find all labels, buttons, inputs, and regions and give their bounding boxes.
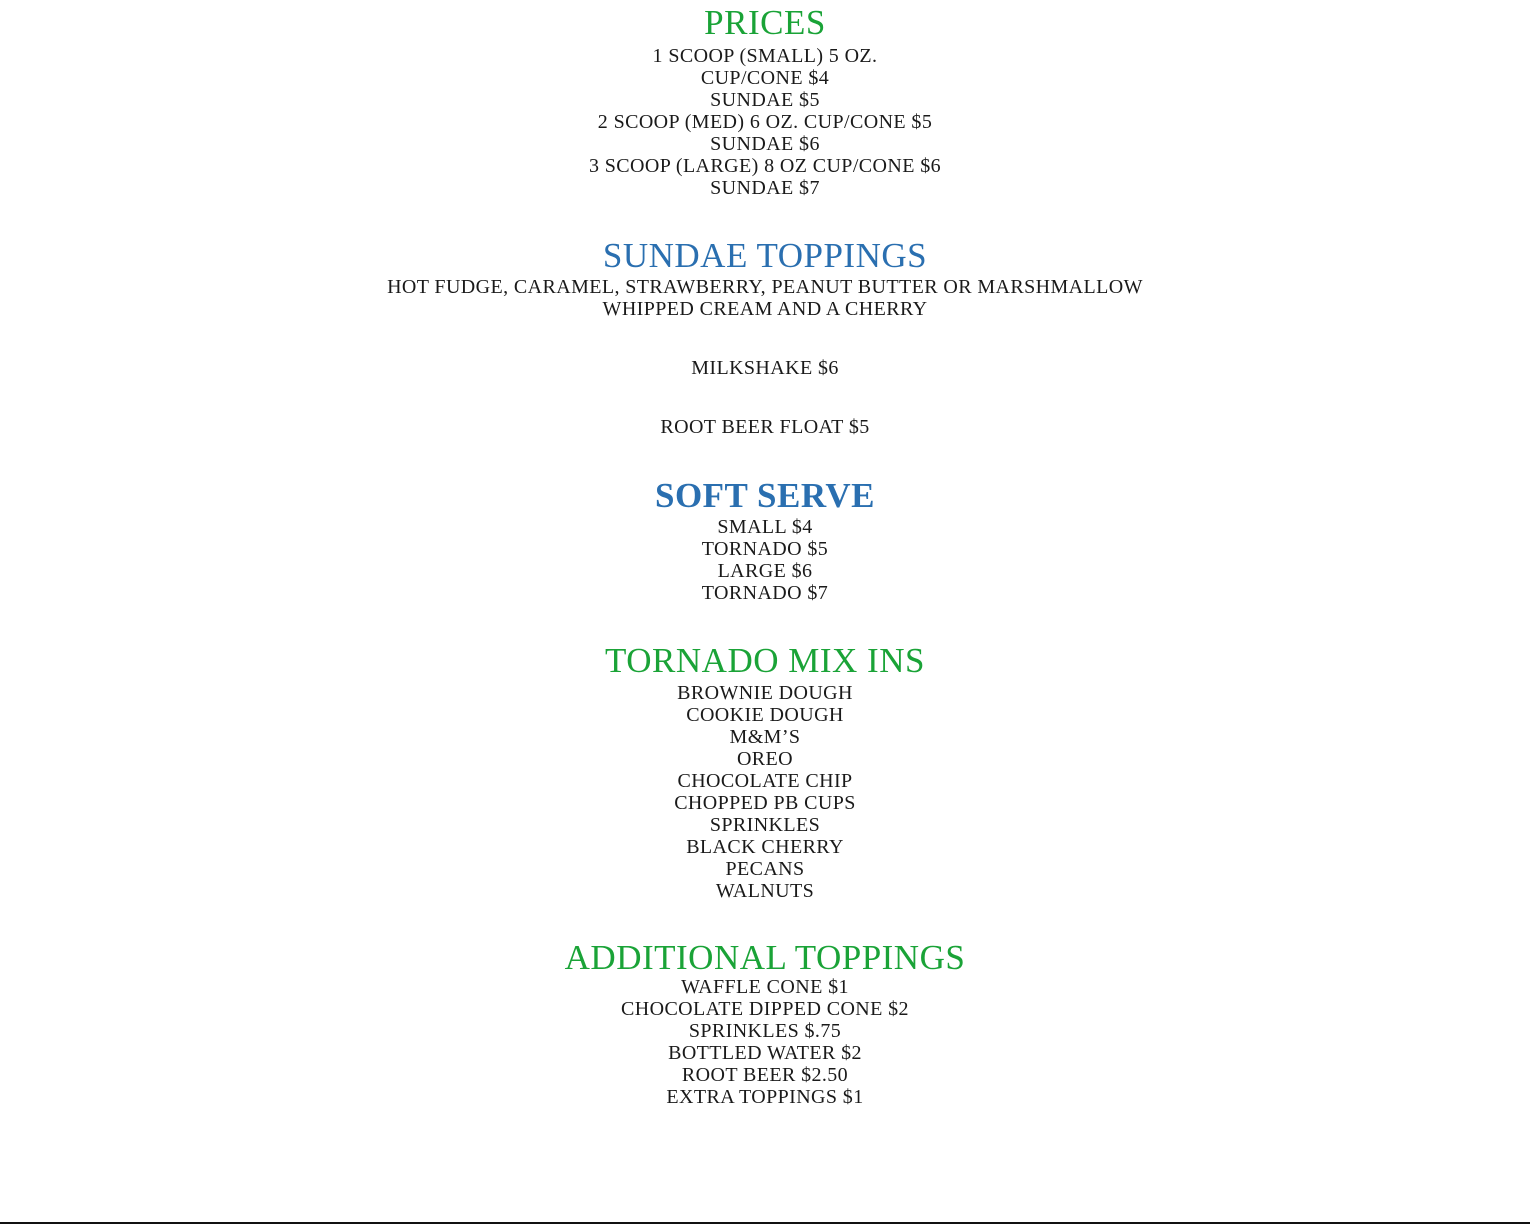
soft-serve-line: LARGE $6 [717, 560, 813, 582]
prices-line: CUP/CONE $4 [700, 67, 830, 89]
additional-topping-item: SPRINKLES $.75 [688, 1020, 842, 1042]
mix-in-item: SPRINKLES [709, 814, 821, 836]
sundae-toppings-section [0, 236, 1530, 320]
mix-in-item: COOKIE DOUGH [686, 704, 844, 726]
mix-in-item: OREO [736, 748, 794, 770]
additional-topping-item: EXTRA TOPPINGS $1 [666, 1086, 864, 1108]
root-beer-float-price: ROOT BEER FLOAT $5 [660, 416, 870, 438]
root-beer-float-section [0, 416, 1530, 438]
mix-in-item: WALNUTS [715, 880, 815, 902]
additional-toppings-list [0, 976, 1530, 1108]
prices-line: SUNDAE $7 [710, 177, 820, 199]
mix-in-item: M&M’S [729, 726, 801, 748]
milkshake-section [0, 357, 1530, 379]
tornado-mix-ins-list [0, 682, 1530, 902]
sundae-toppings-line: WHIPPED CREAM AND A CHERRY [602, 298, 928, 320]
tornado-mix-ins-section [0, 640, 1530, 902]
mix-in-item: BROWNIE DOUGH [677, 682, 853, 704]
mix-in-item: BLACK CHERRY [686, 836, 844, 858]
additional-toppings-section [0, 937, 1530, 1108]
prices-list [0, 45, 1530, 199]
prices-line: SUNDAE $5 [710, 89, 820, 111]
additional-toppings-heading: ADDITIONAL TOPPINGS [564, 938, 966, 977]
soft-serve-heading: SOFT SERVE [654, 476, 875, 515]
soft-serve-line: SMALL $4 [717, 516, 813, 538]
prices-line: 3 SCOOP (LARGE) 8 OZ CUP/CONE $6 [588, 155, 942, 177]
soft-serve-section [0, 476, 1530, 604]
additional-topping-item: BOTTLED WATER $2 [668, 1042, 862, 1064]
soft-serve-line: TORNADO $7 [701, 582, 829, 604]
mix-in-item: PECANS [725, 858, 805, 880]
mix-in-item: CHOPPED PB CUPS [674, 792, 856, 814]
prices-line: 1 SCOOP (SMALL) 5 OZ. [652, 45, 878, 67]
soft-serve-list [0, 516, 1530, 604]
prices-line: 2 SCOOP (MED) 6 OZ. CUP/CONE $5 [597, 111, 933, 133]
prices-line: SUNDAE $6 [710, 133, 820, 155]
additional-topping-item: WAFFLE CONE $1 [681, 976, 849, 998]
milkshake-price: MILKSHAKE $6 [691, 357, 839, 379]
mix-in-item: CHOCOLATE CHIP [677, 770, 853, 792]
tornado-mix-ins-heading: TORNADO MIX INS [605, 641, 925, 680]
sundae-toppings-list [0, 276, 1530, 320]
additional-topping-item: ROOT BEER $2.50 [681, 1064, 849, 1086]
additional-topping-item: CHOCOLATE DIPPED CONE $2 [621, 998, 909, 1020]
soft-serve-line: TORNADO $5 [701, 538, 829, 560]
sundae-toppings-line: HOT FUDGE, CARAMEL, STRAWBERRY, PEANUT BUTTER OR MARSHMALLOW [387, 276, 1143, 298]
bottom-divider [0, 1222, 1530, 1224]
prices-section [0, 0, 1530, 199]
sundae-toppings-heading: SUNDAE TOPPINGS [602, 236, 928, 275]
prices-heading: PRICES [704, 3, 826, 42]
